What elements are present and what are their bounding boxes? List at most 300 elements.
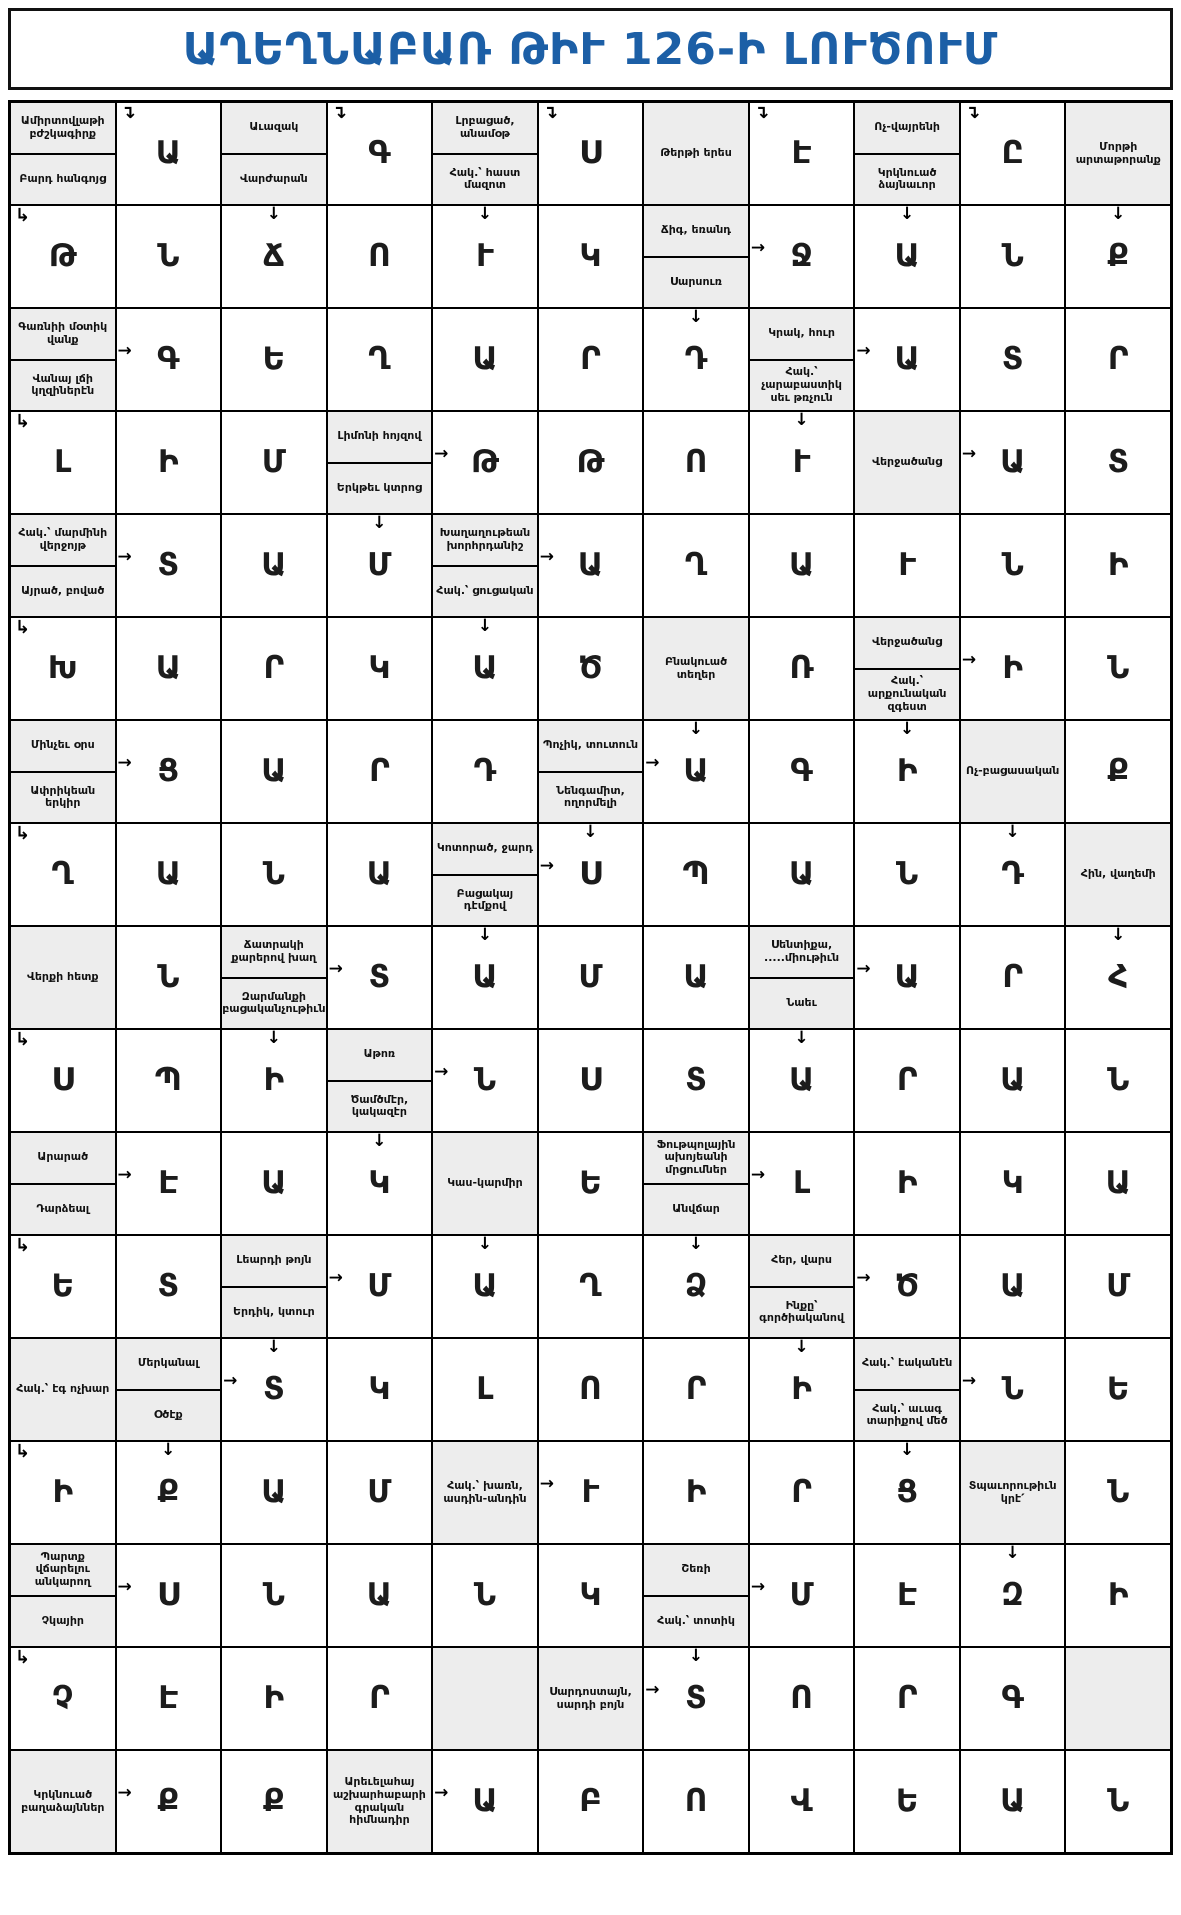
cell-letter: Գ	[790, 753, 813, 789]
letter-cell	[327, 926, 433, 1029]
letter-cell	[749, 1750, 855, 1853]
clue-text: Խաղաղութեան խորհրդանիշ	[439, 526, 531, 552]
cell-letter: Ա	[894, 959, 920, 995]
bend-down-arrow-icon: ↴	[753, 102, 769, 123]
letter-cell	[10, 1441, 116, 1544]
cell-letter: Կ	[368, 1165, 391, 1201]
cell-letter: Ն	[473, 1062, 497, 1098]
clue-text: Լեարդի թոյն	[236, 1253, 312, 1267]
cell-letter: Ի	[685, 1474, 707, 1510]
cell-letter: Ծ	[578, 650, 603, 686]
cell-letter: Ր	[896, 1680, 918, 1716]
clue-text: Հակ.՝ խառն, ասդին-անդին	[443, 1478, 527, 1505]
clue-cell	[1065, 102, 1171, 205]
letter-cell	[1065, 411, 1171, 514]
down-arrow-icon: ↓	[266, 1338, 281, 1357]
letter-cell	[432, 1029, 538, 1132]
cell-letter: Ո	[790, 1680, 813, 1716]
letter-cell	[327, 308, 433, 411]
bend-down-arrow-icon: ↴	[120, 102, 136, 123]
letter-cell	[116, 823, 222, 926]
down-arrow-icon: ↓	[688, 308, 704, 327]
letter-cell	[643, 1647, 749, 1750]
letter-cell	[221, 1132, 327, 1235]
cell-letter: Ի	[1002, 650, 1023, 686]
cell-letter: Ւ	[581, 1474, 600, 1510]
letter-cell	[960, 1029, 1066, 1132]
right-arrow-icon: →	[539, 547, 554, 568]
cell-letter: Ա	[683, 959, 709, 995]
letter-cell	[327, 1441, 433, 1544]
cell-letter: Ռ	[789, 650, 814, 686]
letter-cell	[854, 1441, 960, 1544]
clue-text: Լրբացած, անամօթ	[455, 114, 515, 140]
letter-cell	[116, 102, 222, 205]
cell-letter: Ք	[157, 1783, 180, 1819]
cell-letter: Ա	[472, 341, 498, 377]
clue-text: Հակ.՝ էականէն	[861, 1356, 953, 1370]
letter-cell	[643, 823, 749, 926]
cell-letter: Մ	[1106, 1268, 1131, 1304]
clue-text: Երկթեւ կտրոց	[328, 462, 432, 514]
clue-cell	[538, 1647, 644, 1750]
letter-cell	[538, 1029, 644, 1132]
letter-cell	[327, 823, 433, 926]
letter-cell	[221, 1750, 327, 1853]
letter-cell	[221, 1338, 327, 1441]
clue-text: Գառնիի մօտիկ վանք	[18, 320, 108, 346]
right-arrow-icon: →	[434, 1062, 449, 1083]
letter-cell	[327, 720, 433, 823]
clue-text: Բնակուած տեղեր	[664, 654, 728, 681]
clue-text: Օծէք	[117, 1389, 221, 1441]
clue-cell	[432, 1441, 538, 1544]
cell-letter: Ն	[1001, 547, 1024, 583]
clue-text: Բացակայ դէմքով	[433, 874, 537, 926]
clue-cell	[10, 102, 116, 205]
clue-text: Հակ.՝ էգ ոչխար	[16, 1382, 110, 1396]
letter-cell	[1065, 720, 1171, 823]
letter-cell	[854, 205, 960, 308]
letter-cell	[432, 1544, 538, 1647]
clue-cell	[749, 308, 855, 411]
clue-cell	[643, 205, 749, 308]
down-arrow-icon: ↓	[372, 514, 387, 533]
letter-cell	[1065, 926, 1171, 1029]
letter-cell	[960, 1132, 1066, 1235]
letter-cell	[327, 1235, 433, 1338]
letter-cell	[960, 1235, 1066, 1338]
clue-cell	[1065, 823, 1171, 926]
clue-cell	[854, 617, 960, 720]
clue-cell	[10, 308, 116, 411]
clue-cell	[10, 1750, 116, 1853]
clue-cell	[327, 1029, 433, 1132]
letter-cell	[749, 823, 855, 926]
clue-text: Վերջածանց	[872, 635, 943, 649]
cell-letter: Ք	[263, 1783, 285, 1819]
down-arrow-icon: ↓	[266, 1029, 281, 1048]
letter-cell	[116, 926, 222, 1029]
down-arrow-icon: ↓	[477, 1235, 493, 1254]
cell-letter: Է	[897, 1577, 918, 1613]
cell-letter: Տ	[368, 959, 391, 995]
clue-text: Լիմոնի հոյզով	[337, 429, 422, 443]
cell-letter: Ք	[1107, 753, 1130, 789]
cell-letter: Տ	[1107, 444, 1129, 480]
right-arrow-icon: →	[856, 341, 871, 362]
down-arrow-icon: ↓	[1111, 926, 1126, 945]
right-arrow-icon: →	[539, 856, 554, 877]
clue-text: Ամիրտովլաթի բժշկագիրք	[20, 114, 105, 140]
clue-text: Ծամծմէր, կակազէր	[328, 1080, 432, 1132]
letter-cell	[327, 1132, 433, 1235]
cell-letter: Տ	[157, 1268, 180, 1304]
clue-cell	[327, 411, 433, 514]
letter-cell	[221, 1544, 327, 1647]
bend-right-arrow-icon: ↳	[15, 1235, 31, 1256]
clue-text: Հակ.՝ մարմինի վերջոյթ	[18, 526, 108, 552]
letter-cell	[854, 823, 960, 926]
clue-cell	[116, 1338, 222, 1441]
letter-cell	[749, 1441, 855, 1544]
cell-letter: Ա	[1000, 1268, 1026, 1304]
down-arrow-icon: ↓	[900, 205, 915, 224]
letter-cell	[116, 205, 222, 308]
down-arrow-icon: ↓	[900, 720, 915, 739]
cell-letter: Է	[791, 135, 812, 171]
right-arrow-icon: →	[328, 959, 343, 980]
letter-cell	[221, 720, 327, 823]
cell-letter: Է	[158, 1165, 179, 1201]
clue-text: Նաեւ	[750, 977, 854, 1029]
cell-letter: Կ	[579, 1577, 602, 1613]
letter-cell	[10, 205, 116, 308]
clue-text: Շեռի	[681, 1562, 711, 1576]
letter-cell	[538, 1235, 644, 1338]
letter-cell	[854, 1132, 960, 1235]
cell-letter: Ի	[896, 1165, 918, 1201]
clue-cell	[221, 1235, 327, 1338]
right-arrow-icon: →	[961, 650, 977, 671]
clue-cell	[854, 102, 960, 205]
letter-cell	[749, 1647, 855, 1750]
cell-letter: Ա	[1000, 1783, 1026, 1819]
clue-text: Թերթի երես	[660, 146, 732, 160]
cell-letter: Ա	[155, 856, 181, 892]
cell-letter: Վ	[790, 1783, 813, 1819]
cell-letter: Դ	[1001, 856, 1025, 892]
letter-cell	[327, 514, 433, 617]
clue-cell	[538, 720, 644, 823]
right-arrow-icon: →	[434, 444, 449, 465]
right-arrow-icon: →	[117, 1165, 132, 1186]
clue-text: Հին, վաղեմի	[1080, 867, 1156, 881]
cell-letter: Տ	[1001, 341, 1024, 377]
cell-letter: Ց	[896, 1474, 918, 1510]
down-arrow-icon: ↓	[688, 720, 704, 739]
right-arrow-icon: →	[961, 444, 977, 465]
clue-text: Սարսուռ	[644, 256, 748, 308]
right-arrow-icon: →	[539, 1474, 554, 1495]
clue-cell	[960, 1441, 1066, 1544]
clue-text: Մինչեւ օրս	[30, 738, 95, 752]
puzzle-grid	[8, 100, 1173, 1855]
letter-cell	[643, 308, 749, 411]
letter-cell	[1065, 1544, 1171, 1647]
down-arrow-icon: ↓	[794, 1029, 809, 1048]
cell-letter: Տ	[263, 1371, 285, 1407]
letter-cell	[854, 1029, 960, 1132]
cell-letter: Գ	[368, 135, 391, 171]
cell-letter: Ի	[263, 1062, 285, 1098]
cell-letter: Ս	[51, 1062, 75, 1098]
letter-cell	[116, 1750, 222, 1853]
letter-cell	[432, 1338, 538, 1441]
clue-text: Հակ.՝ արքունական զգեստ	[855, 668, 959, 720]
cell-letter: Լ	[476, 1371, 494, 1407]
letter-cell	[432, 617, 538, 720]
cell-letter: Ն	[1001, 1371, 1024, 1407]
cell-letter: Ք	[1107, 238, 1130, 274]
letter-cell	[538, 1132, 644, 1235]
letter-cell	[327, 617, 433, 720]
cell-letter: Ի	[52, 1474, 74, 1510]
cell-letter: Է	[158, 1680, 179, 1716]
letter-cell	[116, 1441, 222, 1544]
letter-cell	[432, 205, 538, 308]
letter-cell	[1065, 1029, 1171, 1132]
letter-cell	[749, 720, 855, 823]
cell-letter: Ա	[1000, 1062, 1026, 1098]
cell-letter: Ա	[577, 547, 604, 583]
cell-letter: Ծ	[894, 1268, 920, 1304]
cell-letter: Ն	[1001, 238, 1024, 274]
cell-letter: Լ	[792, 1165, 811, 1201]
clue-text: Ֆութպոլային ախոյեանի մրցումներ	[656, 1137, 736, 1177]
clue-text: Բարդ հանգոյց	[11, 153, 115, 205]
letter-cell	[10, 823, 116, 926]
clue-text: Անվճար	[644, 1183, 748, 1235]
blank-cell	[432, 1647, 538, 1750]
letter-cell	[854, 1750, 960, 1853]
letter-cell	[1065, 1441, 1171, 1544]
cell-letter: Խ	[47, 650, 78, 686]
cell-letter: Կ	[368, 1371, 391, 1407]
clue-cell	[10, 1132, 116, 1235]
clue-text: Երդիկ, կտուր	[222, 1286, 326, 1338]
cell-letter: Կ	[368, 650, 391, 686]
clue-cell	[960, 720, 1066, 823]
right-arrow-icon: →	[117, 753, 132, 774]
letter-cell	[538, 102, 644, 205]
clue-cell	[643, 102, 749, 205]
clue-cell	[854, 1338, 960, 1441]
clue-cell	[221, 926, 327, 1029]
letter-cell	[116, 1132, 222, 1235]
letter-cell	[10, 411, 116, 514]
cell-letter: Ք	[157, 1474, 180, 1510]
letter-cell	[538, 926, 644, 1029]
clue-cell	[10, 926, 116, 1029]
cell-letter: Ղ	[684, 547, 708, 583]
cell-letter: Ս	[579, 1062, 602, 1098]
cell-letter: Մ	[789, 1577, 814, 1613]
down-arrow-icon: ↓	[794, 411, 809, 430]
cell-letter: Ջ	[790, 238, 813, 274]
cell-letter: Լ	[54, 444, 72, 480]
letter-cell	[854, 1235, 960, 1338]
clue-text: Զարմանքի բացականչութիւն	[222, 977, 326, 1029]
cell-letter: Ն	[1107, 1062, 1130, 1098]
letter-cell	[221, 308, 327, 411]
letter-cell	[538, 617, 644, 720]
letter-cell	[221, 411, 327, 514]
letter-cell	[854, 1647, 960, 1750]
right-arrow-icon: →	[961, 1371, 977, 1392]
clue-cell	[221, 102, 327, 205]
bend-right-arrow-icon: ↳	[15, 411, 31, 432]
clue-cell	[854, 411, 960, 514]
cell-letter: Թ	[576, 444, 605, 480]
clue-text: Պարտք վճարելու անկարող	[34, 1549, 91, 1589]
letter-cell	[960, 617, 1066, 720]
letter-cell	[960, 1647, 1066, 1750]
letter-cell	[643, 514, 749, 617]
clue-text: Ինքը՝ գործիականով	[750, 1286, 854, 1338]
down-arrow-icon: ↓	[1005, 1544, 1020, 1563]
down-arrow-icon: ↓	[477, 926, 493, 945]
letter-cell	[116, 514, 222, 617]
letter-cell	[960, 411, 1066, 514]
clue-text: Հակ.՝ չարաբաստիկ սեւ թռչուն	[750, 359, 854, 411]
right-arrow-icon: →	[645, 753, 660, 774]
cell-letter: Ա	[366, 856, 392, 892]
clue-text: Տպաւորութիւն կրէ՛	[968, 1478, 1057, 1505]
clue-text: Նենգամիտ, ողորմելի	[539, 771, 643, 823]
letter-cell	[10, 1029, 116, 1132]
letter-cell	[116, 1235, 222, 1338]
clue-cell	[432, 102, 538, 205]
letter-cell	[749, 102, 855, 205]
clue-cell	[749, 926, 855, 1029]
cell-letter: Գ	[1001, 1680, 1024, 1716]
cell-letter: Ի	[1107, 1577, 1129, 1613]
cell-letter: Ա	[155, 135, 181, 171]
cell-letter: Ե	[1106, 1371, 1130, 1407]
letter-cell	[643, 1338, 749, 1441]
letter-cell	[116, 1029, 222, 1132]
letter-cell	[116, 1544, 222, 1647]
clue-text: Ոչ-վայրենի	[874, 120, 940, 134]
clue-text: Աւազակ	[249, 120, 299, 134]
letter-cell	[960, 514, 1066, 617]
cell-letter: Դ	[473, 753, 497, 789]
letter-cell	[960, 1544, 1066, 1647]
letter-cell	[538, 514, 644, 617]
letter-cell	[221, 617, 327, 720]
clue-text: Ճատրակի քարերով խաղ	[231, 938, 317, 964]
cell-letter: Մ	[367, 1268, 392, 1304]
letter-cell	[749, 514, 855, 617]
cell-letter: Ն	[896, 856, 919, 892]
clue-text: Վերքի հետք	[26, 970, 99, 984]
letter-cell	[643, 926, 749, 1029]
letter-cell	[432, 308, 538, 411]
cell-letter: Պ	[154, 1062, 182, 1098]
clue-cell	[749, 1235, 855, 1338]
right-arrow-icon: →	[750, 238, 766, 259]
letter-cell	[221, 1647, 327, 1750]
letter-cell	[116, 720, 222, 823]
right-arrow-icon: →	[750, 1577, 766, 1598]
letter-cell	[1065, 514, 1171, 617]
clue-cell	[643, 1544, 749, 1647]
cell-letter: Չ	[52, 1680, 74, 1716]
cell-letter: Ւ	[898, 547, 917, 583]
clue-text: Աթոռ	[363, 1047, 396, 1061]
clue-text: Մորթի արտաթորանք	[1075, 139, 1161, 166]
letter-cell	[960, 1750, 1066, 1853]
letter-cell	[432, 1235, 538, 1338]
cell-letter: Ա	[261, 1474, 287, 1510]
letter-cell	[538, 1544, 644, 1647]
cell-letter: Ն	[157, 959, 180, 995]
bend-right-arrow-icon: ↳	[15, 823, 31, 844]
letter-cell	[538, 308, 644, 411]
down-arrow-icon: ↓	[900, 1441, 915, 1460]
cell-letter: Ի	[791, 1371, 812, 1407]
letter-cell	[1065, 308, 1171, 411]
cell-letter: Ա	[472, 1783, 498, 1819]
right-arrow-icon: →	[117, 341, 132, 362]
letter-cell	[327, 205, 433, 308]
bend-right-arrow-icon: ↳	[15, 1029, 31, 1050]
bend-right-arrow-icon: ↳	[15, 617, 31, 638]
letter-cell	[749, 1132, 855, 1235]
clue-text: Հեր, վարս	[771, 1253, 832, 1267]
clue-text: Հակ.՝ տոտիկ	[644, 1595, 748, 1647]
cell-letter: Մ	[367, 1474, 392, 1510]
cell-letter: Բ	[579, 1783, 602, 1819]
letter-cell	[749, 205, 855, 308]
clue-cell	[643, 617, 749, 720]
cell-letter: Ա	[472, 1268, 498, 1304]
cell-letter: Ն	[262, 1577, 285, 1613]
cell-letter: Ա	[894, 341, 920, 377]
clue-text: Ճիգ, եռանդ	[660, 223, 732, 237]
bend-right-arrow-icon: ↳	[15, 1441, 31, 1462]
clue-text: Մերկանալ	[137, 1356, 199, 1370]
cell-letter: Ա	[472, 959, 498, 995]
clue-text: Վանայ լճի կղզիներէն	[11, 359, 115, 411]
clue-text: Արեւելահայ աշխարհաբարի գրական հիմնադիր	[332, 1775, 426, 1827]
right-arrow-icon: →	[434, 1783, 449, 1804]
letter-cell	[643, 1029, 749, 1132]
cell-letter: Ո	[684, 1783, 708, 1819]
letter-cell	[10, 1235, 116, 1338]
down-arrow-icon: ↓	[266, 205, 281, 224]
letter-cell	[432, 720, 538, 823]
cell-letter: Ա	[788, 856, 815, 892]
cell-letter: Կ	[1001, 1165, 1024, 1201]
letter-cell	[432, 411, 538, 514]
letter-cell	[749, 411, 855, 514]
clue-text: Ոչ-բացասական	[966, 764, 1060, 778]
cell-letter: Ո	[579, 1371, 602, 1407]
cell-letter: Ր	[1107, 341, 1129, 377]
right-arrow-icon: →	[223, 1371, 238, 1392]
